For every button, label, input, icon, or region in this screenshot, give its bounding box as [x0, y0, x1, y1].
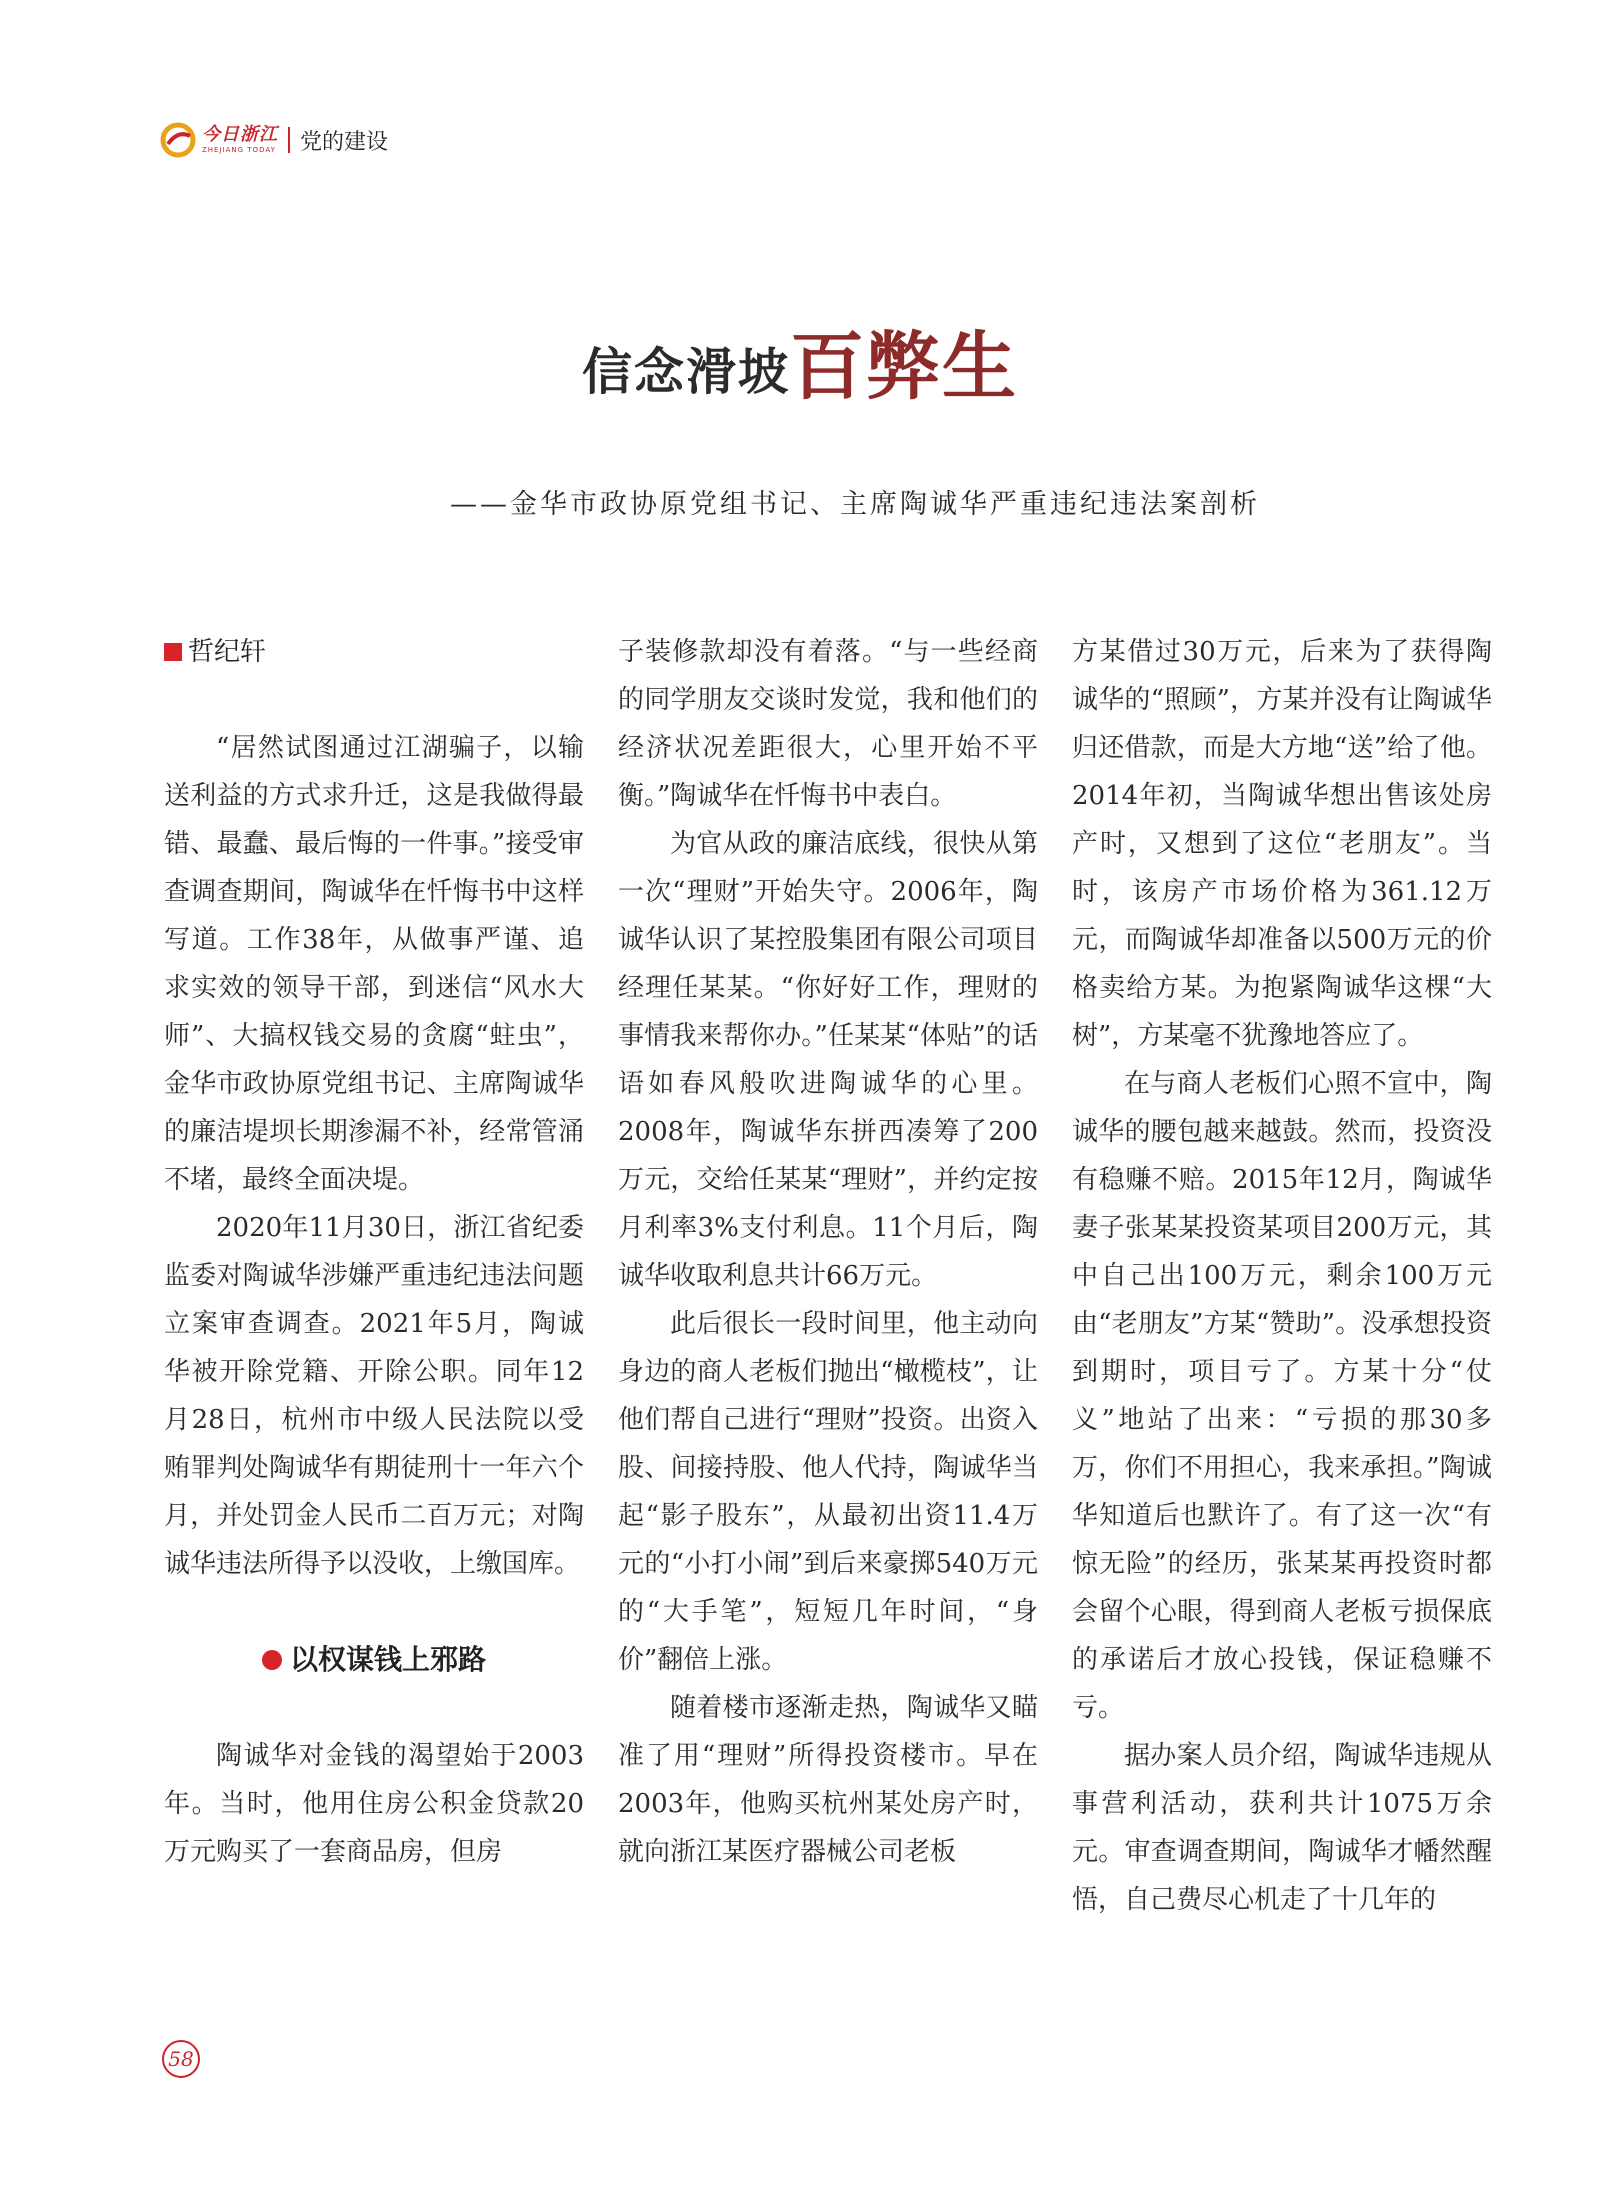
section-heading-text: 以权谋钱上邪路: [289, 1643, 486, 1676]
logo-cn: 今日浙江: [202, 124, 278, 145]
logo-en: ZHEJIANG TODAY: [202, 146, 276, 154]
section-name: 党的建设: [300, 129, 389, 155]
column-3: [1072, 628, 1492, 1924]
logo: [202, 126, 278, 154]
title-part1: 信念滑坡: [582, 342, 790, 401]
paragraph: 陶诚华对金钱的渴望始于2003年。当时，他用住房公积金贷款20万元购买了一套商品房，但房: [164, 1741, 584, 1867]
paragraph: 2020年11月30日，浙江省纪委监委对陶诚华涉嫌严重违纪违法问题立案审查调查。2021年5月，陶诚华被开除党籍、开除公职。同年12月28日，杭州市中级人民法院以受贿罪判处陶诚华有期徒刑十一年六个月，并处罚金人民币二百万元；对陶诚华违法所得予以没收，上缴国库。: [164, 1213, 584, 1579]
title-part2: 百弊生: [790, 324, 1018, 410]
paragraph: 在与商人老板们心照不宣中，陶诚华的腰包越来越鼓。然而，投资没有稳赚不赔。2015年12月，陶诚华妻子张某某投资某项目200万元，其中自己出100万元，剩余100万元由“老朋友”方某“赞助”。没承想投资到期时，项目亏了。方某十分“仗义”地站了出来：“亏损的那30多万，你们不用担心，我来承担。”陶诚华知道后也默许了。有了这一次“有惊无险”的经历，张某某再投资时都会留个心眼，得到商人老板亏损保底的承诺后才放心投钱，保证稳赚不亏。: [1072, 1069, 1492, 1723]
author-name: 哲纪轩: [188, 637, 267, 667]
column-2: [618, 628, 1038, 1876]
paragraph: 方某借过30万元，后来为了获得陶诚华的“照顾”，方某并没有让陶诚华归还借款，而是大方地“送”给了他。2014年初，当陶诚华想出售该处房产时，又想到了这位“老朋友”。当时，该房产市场价格为361.12万元，而陶诚华却准备以500万元的价格卖给方某。为抱紧陶诚华这棵“大树”，方某毫不犹豫地答应了。: [1072, 637, 1492, 1051]
paragraph: 此后很长一段时间里，他主动向身边的商人老板们抛出“橄榄枝”，让他们帮自己进行“理财”投资。出资入股、间接持股、他人代持，陶诚华当起“影子股东”，从最初出资11.4万元的“小打小闹”到后来豪掷540万元的“大手笔”，短短几年时间，“身价”翻倍上涨。: [618, 1309, 1038, 1675]
author-line: [164, 628, 584, 676]
square-marker-icon: [164, 643, 182, 661]
page-header: [160, 120, 388, 160]
header-divider: [288, 127, 290, 153]
article-subtitle: ——金华市政协原党组书记、主席陶诚华严重违纪违法案剖析: [450, 489, 1260, 520]
paragraph: 据办案人员介绍，陶诚华违规从事营利活动，获利共计1075万余元。审查调查期间，陶诚华才幡然醒悟，自己费尽心机走了十几年的: [1072, 1741, 1492, 1915]
page-number: 58: [162, 2040, 200, 2078]
paragraph: 子装修款却没有着落。“与一些经商的同学朋友交谈时发觉，我和他们的经济状况差距很大，心里开始不平衡。”陶诚华在忏悔书中表白。: [618, 637, 1038, 811]
paragraph: 为官从政的廉洁底线，很快从第一次“理财”开始失守。2006年，陶诚华认识了某控股集团有限公司项目经理任某某。“你好好工作，理财的事情我来帮你办。”任某某“体贴”的话语如春风般吹进陶诚华的心里。2008年，陶诚华东拼西凑筹了200万元，交给任某某“理财”，并约定按月利率3%支付利息。11个月后，陶诚华收取利息共计66万元。: [618, 829, 1038, 1291]
article-title: [0, 324, 1600, 410]
dot-bullet-icon: [262, 1650, 282, 1670]
paragraph: “居然试图通过江湖骗子，以输送利益的方式求升迁，这是我做得最错、最蠢、最后悔的一件事。”接受审查调查期间，陶诚华在忏悔书中这样写道。工作38年，从做事严谨、追求实效的领导干部，到迷信“风水大师”、大搞权钱交易的贪腐“蛀虫”，金华市政协原党组书记、主席陶诚华的廉洁堤坝长期渗漏不补，经常管涌不堵，最终全面决堤。: [164, 733, 584, 1195]
paragraph: 随着楼市逐渐走热，陶诚华又瞄准了用“理财”所得投资楼市。早在2003年，他购买杭州某处房产时，就向浙江某医疗器械公司老板: [618, 1693, 1038, 1867]
section-heading: [164, 1636, 584, 1684]
logo-icon: [160, 122, 196, 158]
column-1: [164, 628, 584, 1876]
